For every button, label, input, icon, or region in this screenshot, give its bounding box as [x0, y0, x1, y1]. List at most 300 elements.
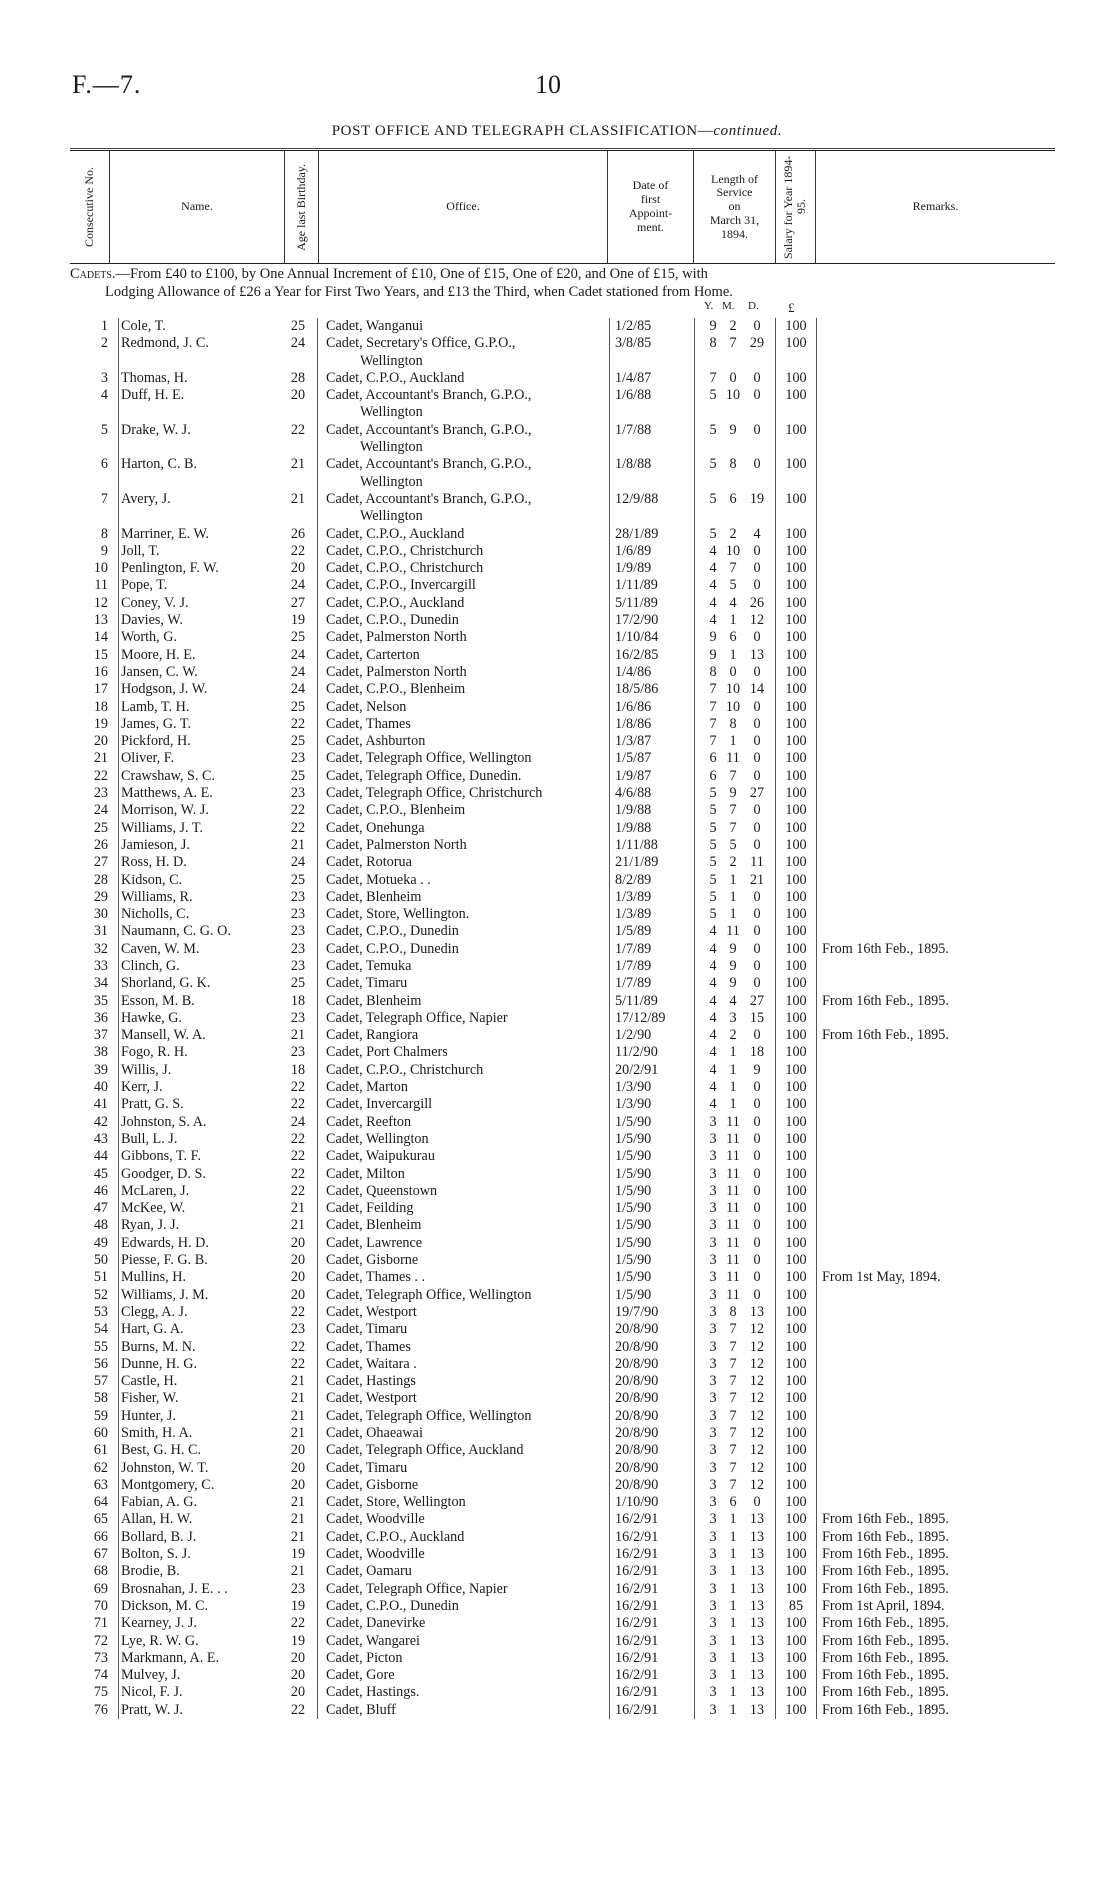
- row-age: 22: [290, 1701, 306, 1718]
- row-date: 20/8/90: [615, 1476, 659, 1493]
- row-remarks: From 16th Feb., 1895.: [822, 1632, 949, 1649]
- row-office: Cadet, Telegraph Office, Napier: [326, 1580, 508, 1597]
- row-years: 7: [709, 715, 717, 732]
- row-name: Hawke, G.: [121, 1009, 183, 1026]
- row-name: Hunter, J.: [121, 1407, 176, 1424]
- row-age: 19: [290, 1597, 306, 1614]
- row-months: 11: [726, 1130, 740, 1147]
- row-office: Cadet, Gisborne: [326, 1252, 419, 1269]
- row-months: 1: [729, 871, 737, 888]
- row-date: 17/2/90: [615, 612, 659, 629]
- row-remarks: From 1st May, 1894.: [822, 1269, 941, 1286]
- row-date: 1/6/89: [615, 542, 652, 559]
- row-office: Cadet, Gore: [326, 1667, 395, 1684]
- row-days: 13: [749, 1615, 765, 1632]
- row-date: 20/8/90: [615, 1425, 659, 1441]
- row-months: 7: [729, 1355, 737, 1372]
- row-date: 20/8/90: [615, 1459, 659, 1476]
- row-office: Cadet, Danevirke: [326, 1615, 426, 1632]
- header-office: [319, 151, 608, 263]
- row-days: 0: [753, 560, 761, 577]
- row-name: McLaren, J.: [121, 1182, 190, 1199]
- row-age: 18: [290, 1061, 306, 1078]
- row-name: Kerr, J.: [121, 1079, 163, 1096]
- row-years: 4: [709, 1061, 717, 1078]
- row-years: 3: [709, 1701, 717, 1718]
- row-number: 14: [93, 629, 108, 646]
- row-days: 12: [749, 1459, 765, 1476]
- table-row: [70, 1477, 1055, 1494]
- row-name: Johnston, S. A.: [121, 1113, 207, 1130]
- row-years: 5: [709, 456, 717, 473]
- table-row: [70, 975, 1055, 992]
- row-days: 0: [753, 387, 761, 404]
- row-name: James, G. T.: [121, 715, 192, 732]
- row-date: 18/5/86: [615, 681, 659, 698]
- row-office: Cadet, Thames: [326, 715, 411, 732]
- row-number: 33: [93, 957, 108, 974]
- row-months: 11: [726, 1286, 740, 1303]
- row-years: 5: [709, 819, 717, 836]
- table-row: [70, 958, 1055, 975]
- row-months: 1: [729, 646, 737, 663]
- row-date: 16/2/91: [615, 1511, 659, 1528]
- table-row: [70, 699, 1055, 716]
- row-years: 4: [709, 577, 717, 594]
- row-office: Cadet, Port Chalmers: [326, 1044, 448, 1061]
- row-age: 25: [290, 871, 306, 888]
- row-salary: 100: [785, 525, 807, 542]
- row-number: 57: [93, 1373, 108, 1390]
- table-row: [70, 768, 1055, 785]
- row-age: 21: [290, 490, 306, 507]
- row-office: Cadet, C.P.O., Christchurch: [326, 560, 484, 577]
- table-row: [70, 1356, 1055, 1373]
- header-age-label: Age last Birthday.: [293, 163, 308, 251]
- row-months: 10: [725, 542, 741, 559]
- row-years: 5: [709, 525, 717, 542]
- row-months: 11: [726, 923, 740, 940]
- row-number: 26: [93, 836, 108, 853]
- header-consecutive: [70, 151, 110, 263]
- table-row: [70, 1079, 1055, 1096]
- page-title-main: POST OFFICE AND TELEGRAPH CLASSIFICATION—: [331, 123, 714, 139]
- row-years: 7: [709, 733, 717, 750]
- row-months: 4: [729, 594, 737, 611]
- table-row: [70, 993, 1055, 1010]
- table-row: [70, 1390, 1055, 1407]
- row-name: Redmond, J. C.: [121, 335, 209, 352]
- row-number: 58: [93, 1390, 108, 1407]
- table-row: [70, 733, 1055, 750]
- row-salary: 100: [785, 1303, 807, 1320]
- row-days: 12: [749, 1425, 765, 1441]
- row-days: 0: [753, 663, 761, 680]
- row-days: 12: [749, 1321, 765, 1338]
- row-days: 0: [753, 421, 761, 438]
- row-name: Brosnahan, J. E. . .: [121, 1580, 228, 1597]
- row-age: 21: [290, 1528, 306, 1545]
- row-date: 1/3/87: [615, 733, 652, 750]
- row-name: Pratt, W. J.: [121, 1701, 183, 1718]
- table-row: [70, 664, 1055, 681]
- row-age: 23: [290, 888, 306, 905]
- row-months: 11: [726, 1165, 740, 1182]
- row-days: 13: [749, 1563, 765, 1580]
- row-days: 4: [753, 525, 761, 542]
- row-age: 22: [290, 1079, 306, 1096]
- row-days: 0: [753, 957, 761, 974]
- row-years: 4: [709, 1096, 717, 1113]
- row-date: 20/8/90: [615, 1390, 659, 1407]
- row-salary: 100: [785, 560, 807, 577]
- row-number: 5: [100, 421, 108, 438]
- table-row: [70, 422, 1055, 457]
- row-age: 20: [290, 1684, 306, 1701]
- row-salary: 100: [785, 1649, 807, 1666]
- row-salary: 100: [785, 1269, 807, 1286]
- row-days: 9: [753, 1061, 761, 1078]
- row-office: Cadet, C.P.O., Blenheim: [326, 681, 466, 698]
- table-row: [70, 1425, 1055, 1442]
- row-number: 37: [93, 1027, 108, 1044]
- row-years: 4: [709, 992, 717, 1009]
- row-number: 47: [93, 1200, 108, 1217]
- row-date: 20/8/90: [615, 1407, 659, 1424]
- row-office: Cadet, Timaru: [326, 975, 408, 992]
- row-days: 0: [753, 1079, 761, 1096]
- row-years: 9: [709, 629, 717, 646]
- table-row: [70, 681, 1055, 698]
- row-age: 20: [290, 1667, 306, 1684]
- row-salary: 100: [785, 646, 807, 663]
- row-number: 62: [93, 1459, 108, 1476]
- row-name: Smith, H. A.: [121, 1425, 193, 1441]
- row-number: 48: [93, 1217, 108, 1234]
- row-salary: 100: [785, 1200, 807, 1217]
- row-age: 22: [290, 819, 306, 836]
- header-length-line1: Length of: [710, 171, 758, 186]
- row-office: Cadet, Telegraph Office, Dunedin.: [326, 767, 522, 784]
- row-date: 20/8/90: [615, 1442, 659, 1459]
- header-length: [694, 151, 776, 263]
- preamble-line1: —From £40 to £100, by One Annual Increment of £10, One of £15, One of £20, and One of £15, with: [115, 266, 708, 282]
- column-rule: [816, 318, 817, 1719]
- row-date: 1/7/89: [615, 957, 652, 974]
- row-office: Cadet, Reefton: [326, 1113, 412, 1130]
- row-salary: 100: [785, 1580, 807, 1597]
- row-name: Mullins, H.: [121, 1269, 187, 1286]
- row-salary: 100: [785, 906, 807, 923]
- row-date: 1/3/90: [615, 1079, 652, 1096]
- row-salary: 100: [785, 1355, 807, 1372]
- row-number: 36: [93, 1009, 108, 1026]
- row-years: 9: [709, 318, 717, 334]
- row-salary: 100: [785, 1009, 807, 1026]
- row-number: 56: [93, 1355, 108, 1372]
- row-months: 5: [729, 836, 737, 853]
- row-number: 8: [100, 525, 108, 542]
- row-age: 20: [290, 560, 306, 577]
- row-years: 4: [709, 612, 717, 629]
- row-date: 1/5/90: [615, 1182, 652, 1199]
- row-years: 3: [709, 1355, 717, 1372]
- row-salary: 100: [785, 1061, 807, 1078]
- row-age: 21: [290, 1563, 306, 1580]
- row-years: 5: [709, 421, 717, 438]
- table-row: [70, 1096, 1055, 1113]
- row-date: 16/2/91: [615, 1667, 659, 1684]
- row-number: 73: [93, 1649, 108, 1666]
- row-salary: 100: [785, 1407, 807, 1424]
- row-number: 64: [93, 1494, 108, 1511]
- row-salary: 100: [785, 733, 807, 750]
- row-date: 5/11/89: [615, 992, 658, 1009]
- row-age: 22: [290, 1130, 306, 1147]
- row-name: Dunne, H. G.: [121, 1355, 198, 1372]
- row-office: Cadet, Westport: [326, 1303, 417, 1320]
- row-age: 21: [290, 1200, 306, 1217]
- row-age: 20: [290, 1252, 306, 1269]
- row-office: Cadet, Invercargill: [326, 1096, 433, 1113]
- row-remarks: From 1st April, 1894.: [822, 1597, 945, 1614]
- row-days: 13: [749, 1649, 765, 1666]
- row-office: Cadet, Timaru: [326, 1459, 408, 1476]
- row-days: 13: [749, 1580, 765, 1597]
- table-row: [70, 456, 1055, 491]
- row-number: 6: [100, 456, 108, 473]
- row-salary: 100: [785, 1182, 807, 1199]
- table-row: [70, 1494, 1055, 1511]
- row-number: 18: [93, 698, 108, 715]
- row-age: 19: [290, 612, 306, 629]
- row-office: Cadet, Rangiora: [326, 1027, 419, 1044]
- row-remarks: From 16th Feb., 1895.: [822, 1667, 949, 1684]
- row-salary: 100: [785, 456, 807, 473]
- row-months: 7: [729, 1321, 737, 1338]
- row-office: Cadet, Woodville: [326, 1546, 425, 1563]
- row-number: 65: [93, 1511, 108, 1528]
- table-row: [70, 837, 1055, 854]
- row-date: 12/9/88: [615, 490, 659, 507]
- row-name: Kearney, J. J.: [121, 1615, 197, 1632]
- row-years: 3: [709, 1148, 717, 1165]
- row-age: 23: [290, 940, 306, 957]
- row-days: 0: [753, 940, 761, 957]
- row-number: 21: [93, 750, 108, 767]
- unit-years: Y.: [704, 300, 714, 312]
- row-office: Cadet, Oamaru: [326, 1563, 412, 1580]
- header-age: [285, 151, 319, 263]
- header-length-line4: March 31,: [709, 212, 760, 227]
- row-months: 6: [729, 629, 737, 646]
- row-years: 5: [709, 854, 717, 871]
- row-date: 1/11/88: [615, 836, 658, 853]
- row-number: 2: [100, 335, 108, 352]
- row-months: 1: [729, 1632, 737, 1649]
- row-age: 20: [290, 1286, 306, 1303]
- table-row: [70, 1010, 1055, 1027]
- row-number: 38: [93, 1044, 108, 1061]
- row-office: Cadet, Woodville: [326, 1511, 425, 1528]
- row-months: 9: [729, 421, 737, 438]
- row-name: Fogo, R. H.: [121, 1044, 188, 1061]
- row-months: 11: [726, 1269, 740, 1286]
- row-office: Cadet, Palmerston North: [326, 836, 467, 853]
- row-name: Oliver, F.: [121, 750, 175, 767]
- row-salary: 100: [785, 1321, 807, 1338]
- row-date: 17/12/89: [615, 1009, 666, 1026]
- table-row: [70, 1252, 1055, 1269]
- row-office: Cadet, Telegraph Office, Napier: [326, 1009, 508, 1026]
- row-years: 5: [709, 490, 717, 507]
- row-months: 11: [726, 1200, 740, 1217]
- row-years: 3: [709, 1615, 717, 1632]
- header-length-line2: Service: [716, 185, 753, 200]
- row-salary: 100: [785, 1632, 807, 1649]
- row-months: 1: [729, 1563, 737, 1580]
- row-office: Cadet, Blenheim: [326, 1217, 422, 1234]
- row-months: 10: [725, 698, 741, 715]
- row-name: Naumann, C. G. O.: [121, 923, 231, 940]
- row-date: 1/10/84: [615, 629, 659, 646]
- row-days: 12: [749, 1476, 765, 1493]
- row-name: Worth, G.: [121, 629, 177, 646]
- row-years: 3: [709, 1286, 717, 1303]
- row-years: 5: [709, 387, 717, 404]
- row-name: Williams, J. T.: [121, 819, 204, 836]
- row-office: Cadet, Accountant's Branch, G.P.O.,: [326, 456, 532, 473]
- row-years: 8: [709, 663, 717, 680]
- row-days: 13: [749, 1632, 765, 1649]
- row-remarks: From 16th Feb., 1895.: [822, 1511, 949, 1528]
- table-row: [70, 560, 1055, 577]
- row-number: 34: [93, 975, 108, 992]
- row-years: 3: [709, 1252, 717, 1269]
- row-date: 16/2/91: [615, 1649, 659, 1666]
- row-name: Best, G. H. C.: [121, 1442, 202, 1459]
- row-age: 26: [290, 525, 306, 542]
- row-age: 24: [290, 1113, 306, 1130]
- column-rule: [775, 318, 776, 1719]
- row-date: 4/6/88: [615, 785, 652, 802]
- row-days: 19: [749, 490, 765, 507]
- row-date: 20/8/90: [615, 1321, 659, 1338]
- row-days: 13: [749, 1684, 765, 1701]
- row-days: 0: [753, 1182, 761, 1199]
- table-row: [70, 906, 1055, 923]
- row-age: 20: [290, 1442, 306, 1459]
- row-years: 3: [709, 1373, 717, 1390]
- row-date: 16/2/85: [615, 646, 659, 663]
- row-number: 13: [93, 612, 108, 629]
- row-date: 3/8/85: [615, 335, 652, 352]
- row-office: Cadet, Palmerston North: [326, 663, 467, 680]
- header-office-label: Office.: [446, 199, 480, 214]
- row-name: Moore, H. E.: [121, 646, 196, 663]
- row-office: Cadet, Motueka . .: [326, 871, 431, 888]
- row-number: 11: [94, 577, 108, 594]
- row-date: 1/5/90: [615, 1130, 652, 1147]
- row-salary: 100: [785, 1234, 807, 1251]
- row-months: 1: [729, 888, 737, 905]
- row-date: 1/5/90: [615, 1113, 652, 1130]
- unit-days: D.: [748, 300, 759, 312]
- table-row: [70, 1131, 1055, 1148]
- row-name: Matthews, A. E.: [121, 785, 213, 802]
- row-date: 1/4/86: [615, 663, 652, 680]
- row-days: 0: [753, 750, 761, 767]
- table-row: [70, 889, 1055, 906]
- row-days: 0: [753, 318, 761, 334]
- row-salary: 100: [785, 802, 807, 819]
- row-days: 0: [753, 1165, 761, 1182]
- row-years: 5: [709, 785, 717, 802]
- row-years: 3: [709, 1511, 717, 1528]
- row-office-continuation: Wellington: [360, 404, 423, 421]
- row-salary: 100: [785, 387, 807, 404]
- row-age: 23: [290, 1009, 306, 1026]
- header-name: [110, 151, 285, 263]
- row-years: 3: [709, 1667, 717, 1684]
- row-months: 6: [729, 490, 737, 507]
- row-number: 72: [93, 1632, 108, 1649]
- row-number: 28: [93, 871, 108, 888]
- row-salary: 100: [785, 1528, 807, 1545]
- row-days: 0: [753, 906, 761, 923]
- row-years: 7: [709, 681, 717, 698]
- header-date-line2: first: [640, 192, 661, 207]
- row-salary: 100: [785, 1096, 807, 1113]
- row-number: 35: [93, 992, 108, 1009]
- row-office: Cadet, Wellington: [326, 1130, 429, 1147]
- row-remarks: From 16th Feb., 1895.: [822, 992, 949, 1009]
- row-name: Montgomery, C.: [121, 1476, 215, 1493]
- row-date: 1/7/89: [615, 975, 652, 992]
- table-row: [70, 1702, 1055, 1719]
- row-remarks: From 16th Feb., 1895.: [822, 1027, 949, 1044]
- row-number: 25: [93, 819, 108, 836]
- row-salary: 100: [785, 612, 807, 629]
- row-days: 0: [753, 802, 761, 819]
- row-salary: 100: [785, 1165, 807, 1182]
- row-months: 1: [729, 1615, 737, 1632]
- row-age: 28: [290, 369, 306, 386]
- row-months: 7: [729, 1459, 737, 1476]
- header-date: [608, 151, 694, 263]
- table-row: [70, 1200, 1055, 1217]
- row-years: 6: [709, 767, 717, 784]
- row-name: Dickson, M. C.: [121, 1597, 209, 1614]
- row-name: Penlington, F. W.: [121, 560, 219, 577]
- row-office: Cadet, Waitara .: [326, 1355, 417, 1372]
- row-days: 0: [753, 975, 761, 992]
- table-row: [70, 595, 1055, 612]
- row-number: 42: [93, 1113, 108, 1130]
- row-office: Cadet, Marton: [326, 1079, 408, 1096]
- row-date: 16/2/91: [615, 1701, 659, 1718]
- row-name: Mulvey, J.: [121, 1667, 181, 1684]
- table-row: [70, 1615, 1055, 1632]
- top-rule: [70, 148, 1055, 149]
- row-date: 16/2/91: [615, 1597, 659, 1614]
- row-office: Cadet, Telegraph Office, Wellington: [326, 750, 532, 767]
- table-row: [70, 1373, 1055, 1390]
- row-office: Cadet, Hastings.: [326, 1684, 420, 1701]
- row-name: Piesse, F. G. B.: [121, 1252, 208, 1269]
- row-age: 24: [290, 335, 306, 352]
- row-days: 0: [753, 1286, 761, 1303]
